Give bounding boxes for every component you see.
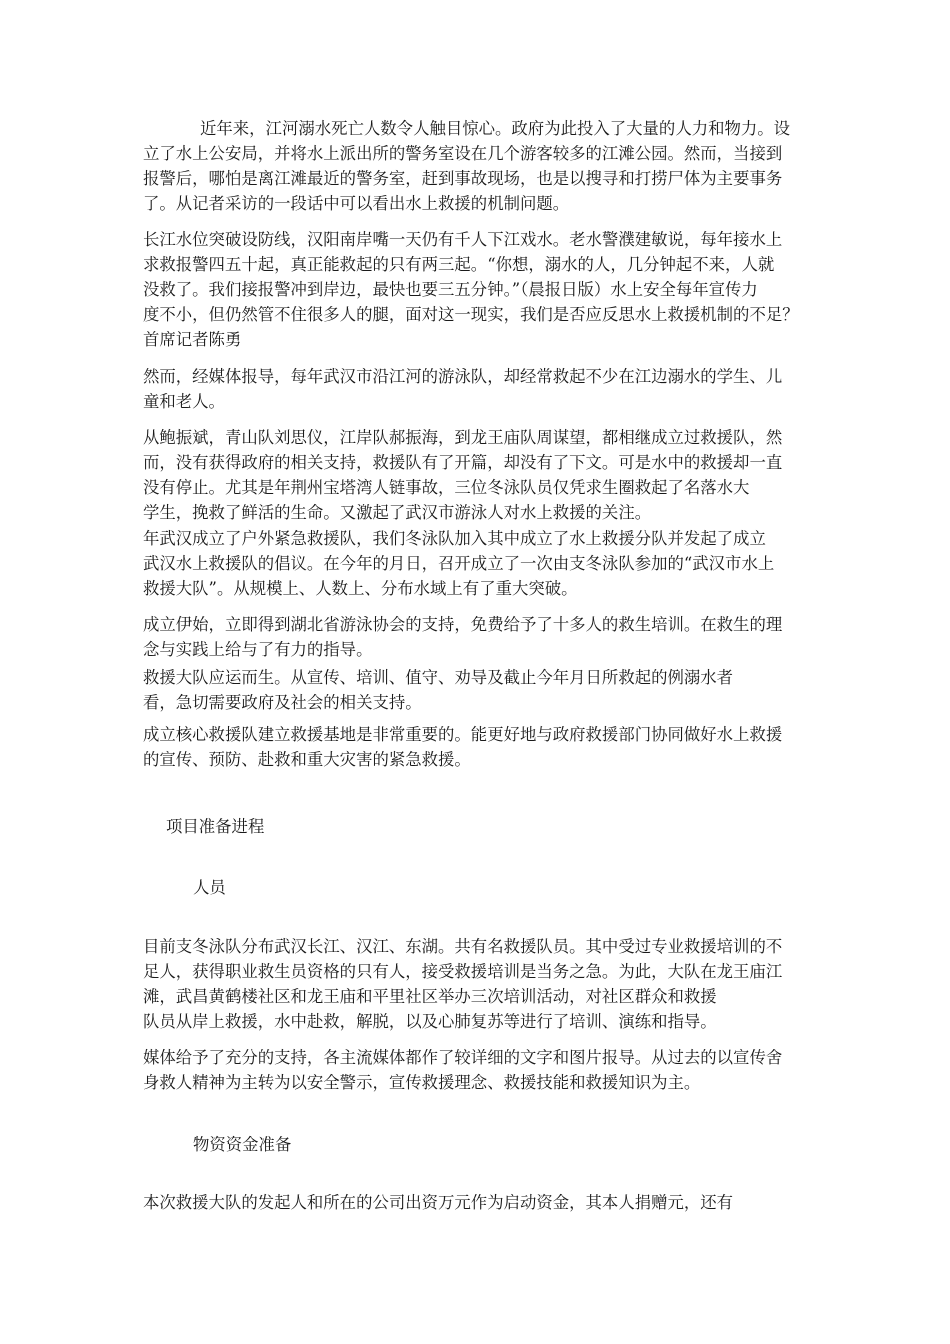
text-line: 报警后，哪怕是离江滩最近的警务室，赶到事故现场，也是以搜寻和打捞尸体为主要事务 — [143, 169, 783, 188]
text-line: 武汉水上救援队的倡议。在今年的月日，召开成立了一次由支冬泳队参加的“武汉市水上 — [143, 554, 775, 573]
text-line: 了。从记者采访的一段话中可以看出水上救援的机制问题。 — [143, 194, 570, 213]
section-title: 项目准备进程 — [166, 817, 265, 836]
text-line: 看，急切需要政府及社会的相关支持。 — [143, 693, 422, 712]
text-line: 年武汉成立了户外紧急救援队，我们冬泳队加入其中成立了水上救援分队并发起了成立 — [143, 529, 766, 548]
text-line: 媒体给予了充分的支持，各主流媒体都作了较详细的文字和图片报导。从过去的以宣传舍 — [143, 1048, 783, 1067]
text-line: 队员从岸上救援，水中赴救，解脱，以及心肺复苏等进行了培训、演练和指导。 — [143, 1012, 717, 1031]
text-line: 滩，武昌黄鹤楼社区和龙王庙和平里社区举办三次培训活动，对社区群众和救援 — [143, 987, 717, 1006]
text-line: 救援大队应运而生。从宣传、培训、值守、劝导及截止今年月日所救起的例溺水者 — [143, 668, 734, 687]
text-line: 足人，获得职业救生员资格的只有人，接受救援培训是当务之急。为此，大队在龙王庙江 — [143, 962, 783, 981]
text-line: 学生，挽救了鲜活的生命。又激起了武汉市游泳人对水上救援的关注。 — [143, 503, 652, 522]
text-line: 首席记者陈勇 — [143, 330, 242, 349]
text-line: 念与实践上给与了有力的指导。 — [143, 640, 373, 659]
subsection-title: 人员 — [193, 878, 226, 897]
text-line: 然而，经媒体报导，每年武汉市沿江河的游泳队，却经常救起不少在江边溺水的学生、儿 — [143, 367, 783, 386]
text-line: 成立伊始，立即得到湖北省游泳协会的支持，免费给予了十多人的救生培训。在救生的理 — [143, 615, 783, 634]
text-line: 没有停止。尤其是年荆州宝塔湾人链事故，三位冬泳队员仅凭求生圈救起了名落水大 — [143, 478, 750, 497]
subsection-title: 物资资金准备 — [193, 1135, 292, 1154]
text-line: 成立核心救援队建立救援基地是非常重要的。能更好地与政府救援部门协同做好水上救援 — [143, 725, 783, 744]
text-line: 童和老人。 — [143, 392, 225, 411]
text-line: 没救了。我们接报警冲到岸边，最快也要三五分钟。”（晨报日版）水上安全每年宣传力 — [143, 280, 758, 299]
text-line: 救援大队”。从规模上、人数上、分布水域上有了重大突破。 — [143, 579, 578, 598]
text-line: 长江水位突破设防线，汉阳南岸嘴一天仍有千人下江戏水。老水警濮建敏说，每年接水上 — [143, 230, 783, 249]
text-line: 从鲍振斌，青山队刘思仪，江岸队郝振海，到龙王庙队周谋望，都相继成立过救援队，然 — [143, 428, 783, 447]
text-line: 身救人精神为主转为以安全警示，宣传救援理念、救援技能和救援知识为主。 — [143, 1073, 701, 1092]
text-line: 度不小，但仍然管不住很多人的腿，面对这一现实，我们是否应反思水上救援机制的不足？ — [143, 305, 799, 324]
text-line: 的宣传、预防、赴救和重大灾害的紧急救援。 — [143, 750, 471, 769]
text-line: 立了水上公安局，并将水上派出所的警务室设在几个游客较多的江滩公园。然而，当接到 — [143, 144, 783, 163]
text-line: 近年来，江河溺水死亡人数令人触目惊心。政府为此投入了大量的人力和物力。设 — [200, 119, 791, 138]
text-line: 本次救援大队的发起人和所在的公司出资万元作为启动资金，其本人捐赠元，还有 — [143, 1193, 734, 1212]
text-line: 而，没有获得政府的相关支持，救援队有了开篇，却没有了下文。可是水中的救援却一直 — [143, 453, 783, 472]
text-line: 求救报警四五十起，真正能救起的只有两三起。“你想，溺水的人，几分钟起不来，人就 — [143, 255, 775, 274]
text-line: 目前支冬泳队分布武汉长江、汉江、东湖。共有名救援队员。其中受过专业救援培训的不 — [143, 937, 783, 956]
